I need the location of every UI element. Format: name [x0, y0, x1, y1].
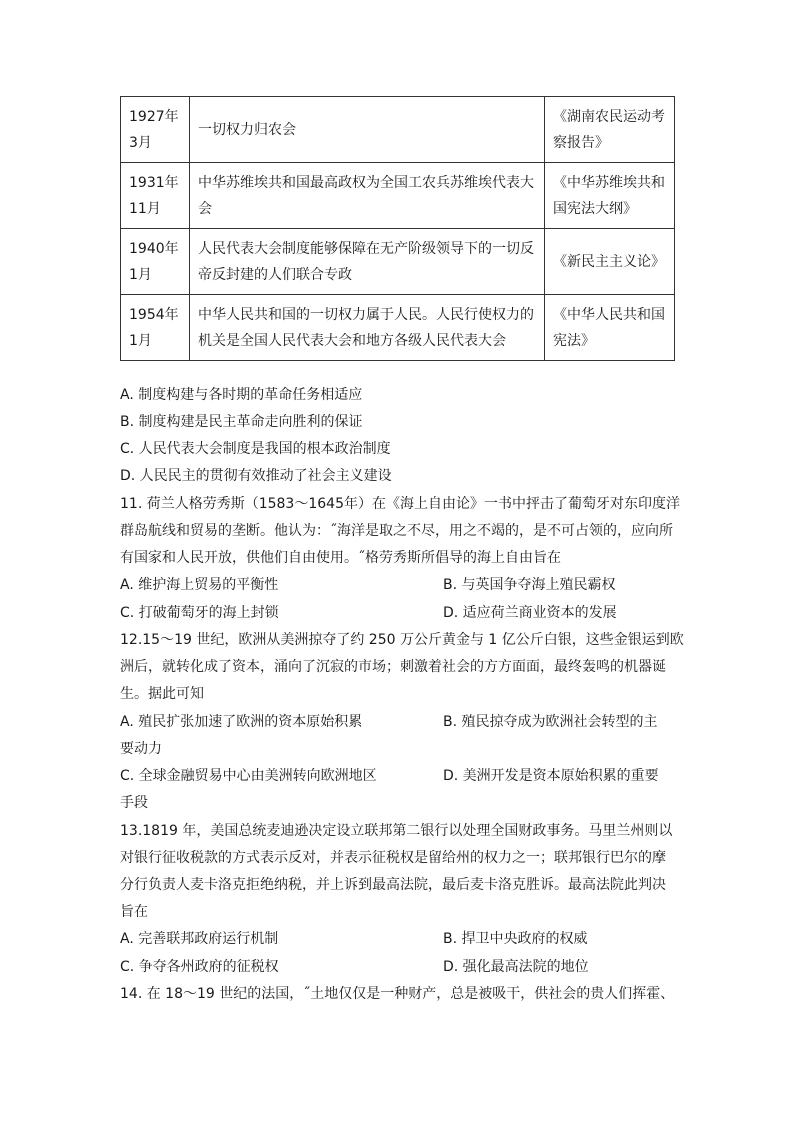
table-row	[121, 97, 675, 163]
q13-stem-line: 分行负责人麦卡洛克拒绝纳税，并上诉到最高法院，最后麦卡洛克胜诉。最高法院此判决	[120, 877, 666, 893]
q12-option-d[interactable]: D. 美洲开发是资本原始积累的重要	[443, 768, 659, 784]
q11-option-d[interactable]: D. 适应荷兰商业资本的发展	[443, 605, 617, 621]
date-cell: 1940年 1月	[121, 229, 190, 295]
q10-option-d[interactable]: D. 人民民主的贯彻有效推动了社会主义建设	[120, 468, 392, 484]
table-row	[121, 295, 675, 361]
q10-option-b[interactable]: B. 制度构建是民主革命走向胜利的保证	[120, 414, 363, 430]
q13-stem-line: 旨在	[120, 904, 148, 920]
q11-option-c[interactable]: C. 打破葡萄牙的海上封锁	[120, 605, 279, 621]
table-row	[121, 229, 675, 295]
date-cell: 1954年 1月	[121, 295, 190, 361]
q13-option-b[interactable]: B. 捍卫中央政府的权威	[443, 931, 588, 947]
q12-stem-line: 生。据此可知	[120, 686, 204, 702]
document-table	[120, 96, 675, 361]
q14-stem-line: 14. 在 18～19 世纪的法国，˝土地仅仅是一种财产，总是被吸干，供社会的贵人们挥霍、	[120, 986, 675, 1002]
q11-stem-line: 有国家和人民开放，供他们自由使用。˝格劳秀斯所倡导的海上自由旨在	[120, 550, 561, 566]
q10-option-a[interactable]: A. 制度构建与各时期的革命任务相适应	[120, 387, 363, 403]
q11-stem-line: 群岛航线和贸易的垄断。他认为：˝海洋是取之不尽，用之不竭的，是不可占领的，应向所	[120, 523, 673, 539]
content-cell: 中华苏维埃共和国最高政权为全国工农兵苏维埃代表大 会	[190, 163, 545, 229]
source-cell: 《中华人民共和国 宪法》	[545, 295, 675, 361]
q13-option-c[interactable]: C. 争夺各州政府的征税权	[120, 959, 279, 975]
q13-option-a[interactable]: A. 完善联邦政府运行机制	[120, 931, 279, 947]
source-cell: 《湖南农民运动考 察报告》	[545, 97, 675, 163]
q11-option-b[interactable]: B. 与英国争夺海上殖民霸权	[443, 577, 616, 593]
table-row	[121, 163, 675, 229]
q13-stem-line: 对银行征收税款的方式表示反对，并表示征税权是留给州的权力之一；联邦银行巴尔的摩	[120, 850, 666, 866]
q12-option-a[interactable]: A. 殖民扩张加速了欧洲的资本原始积累	[120, 714, 363, 730]
date-cell: 1931年 11月	[121, 163, 190, 229]
q12-option-c[interactable]: C. 全球金融贸易中心由美洲转向欧洲地区	[120, 768, 377, 784]
q12-option-b-cont: 要动力	[120, 741, 162, 757]
source-cell: 《中华苏维埃共和 国宪法大纲》	[545, 163, 675, 229]
q12-option-d-cont: 手段	[120, 795, 148, 811]
q10-option-c[interactable]: C. 人民代表大会制度是我国的根本政治制度	[120, 441, 391, 457]
q13-option-d[interactable]: D. 强化最高法院的地位	[443, 959, 589, 975]
date-cell: 1927年 3月	[121, 97, 190, 163]
content-cell: 中华人民共和国的一切权力属于人民。人民行使权力的 机关是全国人民代表大会和地方各级人民代表大会	[190, 295, 545, 361]
q11-stem-line: 11. 荷兰人格劳秀斯（1583～1645年）在《海上自由论》一书中抨击了葡萄牙对东印度洋	[120, 496, 680, 512]
q12-option-b[interactable]: B. 殖民掠夺成为欧洲社会转型的主	[443, 714, 658, 730]
q11-option-a[interactable]: A. 维护海上贸易的平衡性	[120, 577, 279, 593]
q12-stem-line: 12.15～19 世纪，欧洲从美洲掠夺了约 250 万公斤黄金与 1 亿公斤白银，这些金银运到欧	[120, 632, 684, 648]
q12-stem-line: 洲后，就转化成了资本，涌向了沉寂的市场；刺激着社会的方方面面，最终轰鸣的机器诞	[120, 659, 666, 675]
content-cell: 一切权力归农会	[190, 97, 545, 163]
q13-stem-line: 13.1819 年，美国总统麦迪逊决定设立联邦第二银行以处理全国财政事务。马里兰州则以	[120, 823, 673, 839]
source-cell: 《新民主主义论》	[545, 229, 675, 295]
content-cell: 人民代表大会制度能够保障在无产阶级领导下的一切反 帝反封建的人们联合专政	[190, 229, 545, 295]
